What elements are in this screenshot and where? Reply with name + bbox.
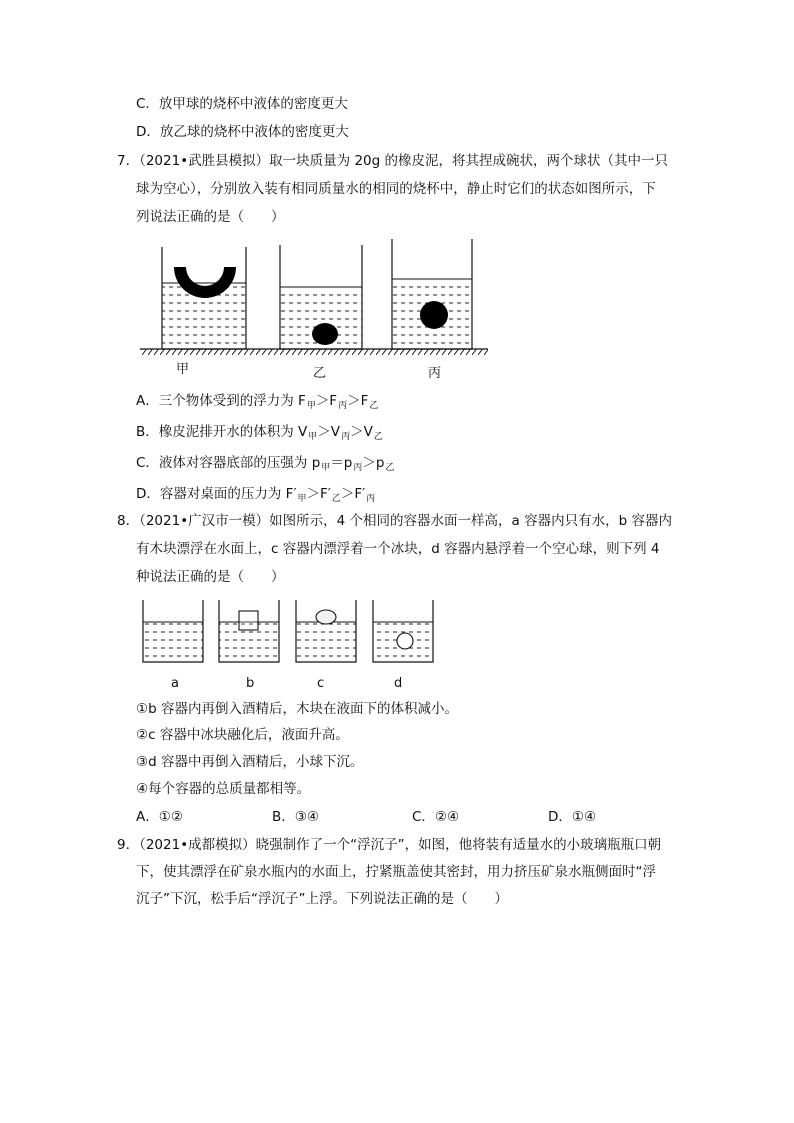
container-c bbox=[296, 600, 356, 662]
label-d: d bbox=[394, 676, 403, 691]
q8-text-line2: 有木块漂浮在水面上，c 容器内漂浮着一个冰块，d 容器内悬浮着一个空心球，则下列 4 bbox=[136, 541, 660, 557]
label-jia: 甲 bbox=[176, 362, 190, 377]
q8-statement-4: ④每个容器的总质量都相等。 bbox=[136, 781, 311, 797]
q8-statement-2: ②c 容器中冰块融化后，液面升高。 bbox=[136, 727, 349, 743]
beaker-bing bbox=[392, 239, 472, 349]
q7-option-d: D．容器对桌面的压力为 $F'_甲>F'_乙>F'_丙$ bbox=[136, 486, 376, 504]
q8-figure bbox=[136, 596, 442, 668]
label-c: c bbox=[317, 676, 325, 691]
q7-text-line1: 7．（2021•武胜县模拟）取一块质量为 20g 的橡皮泥，将其捏成碗状，两个球状（其中一只 bbox=[117, 153, 668, 169]
q8-text-line1: 8．（2021•广汉市一模）如图所示，4 个相同的容器水面一样高，a 容器内只有水，b 容器内 bbox=[117, 513, 672, 529]
q8-choice-a: A．①② bbox=[136, 809, 183, 825]
q6-option-c: C．放甲球的烧杯中液体的密度更大 bbox=[136, 96, 348, 112]
q7-option-b: B．橡皮泥排开水的体积为 $V_甲>V_丙>V_乙$ bbox=[136, 424, 383, 442]
q8-statement-1: ①b 容器内再倒入酒精后，木块在液面下的体积减小。 bbox=[136, 701, 458, 717]
q9-text-line1: 9．（2021•成都模拟）晓强制作了一个“浮沉子”，如图，他将装有适量水的小玻璃瓶瓶口朝 bbox=[117, 837, 662, 853]
container-b bbox=[219, 600, 279, 662]
q7-text-line3: 列说法正确的是（ ） bbox=[136, 209, 285, 225]
q8-choice-c: C．②④ bbox=[412, 809, 460, 825]
label-a: a bbox=[171, 676, 179, 691]
q6-option-d: D．放乙球的烧杯中液体的密度更大 bbox=[136, 124, 349, 140]
q7-option-a: A．三个物体受到的浮力为 $F_甲>F_丙>F_乙$ bbox=[136, 393, 379, 411]
q7-option-c: C．液体对容器底部的压强为 $p_甲=p_丙>p_乙$ bbox=[136, 455, 395, 473]
label-yi: 乙 bbox=[313, 366, 327, 381]
hollow-ball bbox=[397, 633, 413, 649]
label-bing: 丙 bbox=[428, 366, 442, 381]
q8-statement-3: ③d 容器中再倒入酒精后，小球下沉。 bbox=[136, 754, 364, 770]
label-b: b bbox=[246, 676, 255, 691]
sunk-ball bbox=[312, 323, 338, 345]
q8-choice-d: D．①④ bbox=[548, 809, 597, 825]
q9-text-line2: 下，使其漂浮在矿泉水瓶内的水面上，拧紧瓶盖使其密封，用力挤压矿泉水瓶侧面时“浮 bbox=[136, 864, 656, 880]
ice-block bbox=[316, 610, 336, 624]
q9-text-line3: 沉子”下沉，松手后“浮沉子”上浮。下列说法正确的是（ ） bbox=[136, 891, 508, 907]
container-d bbox=[373, 600, 433, 662]
wood-block bbox=[239, 611, 258, 630]
container-a bbox=[143, 600, 203, 662]
suspended-ball bbox=[420, 301, 448, 329]
q8-choice-b: B．③④ bbox=[272, 809, 319, 825]
q8-text-line3: 种说法正确的是（ ） bbox=[136, 569, 285, 585]
beaker-jia bbox=[162, 247, 246, 349]
q7-text-line2: 球为空心），分别放入装有相同质量水的相同的烧杯中，静止时它们的状态如图所示，下 bbox=[136, 181, 656, 197]
beaker-yi bbox=[280, 245, 362, 349]
